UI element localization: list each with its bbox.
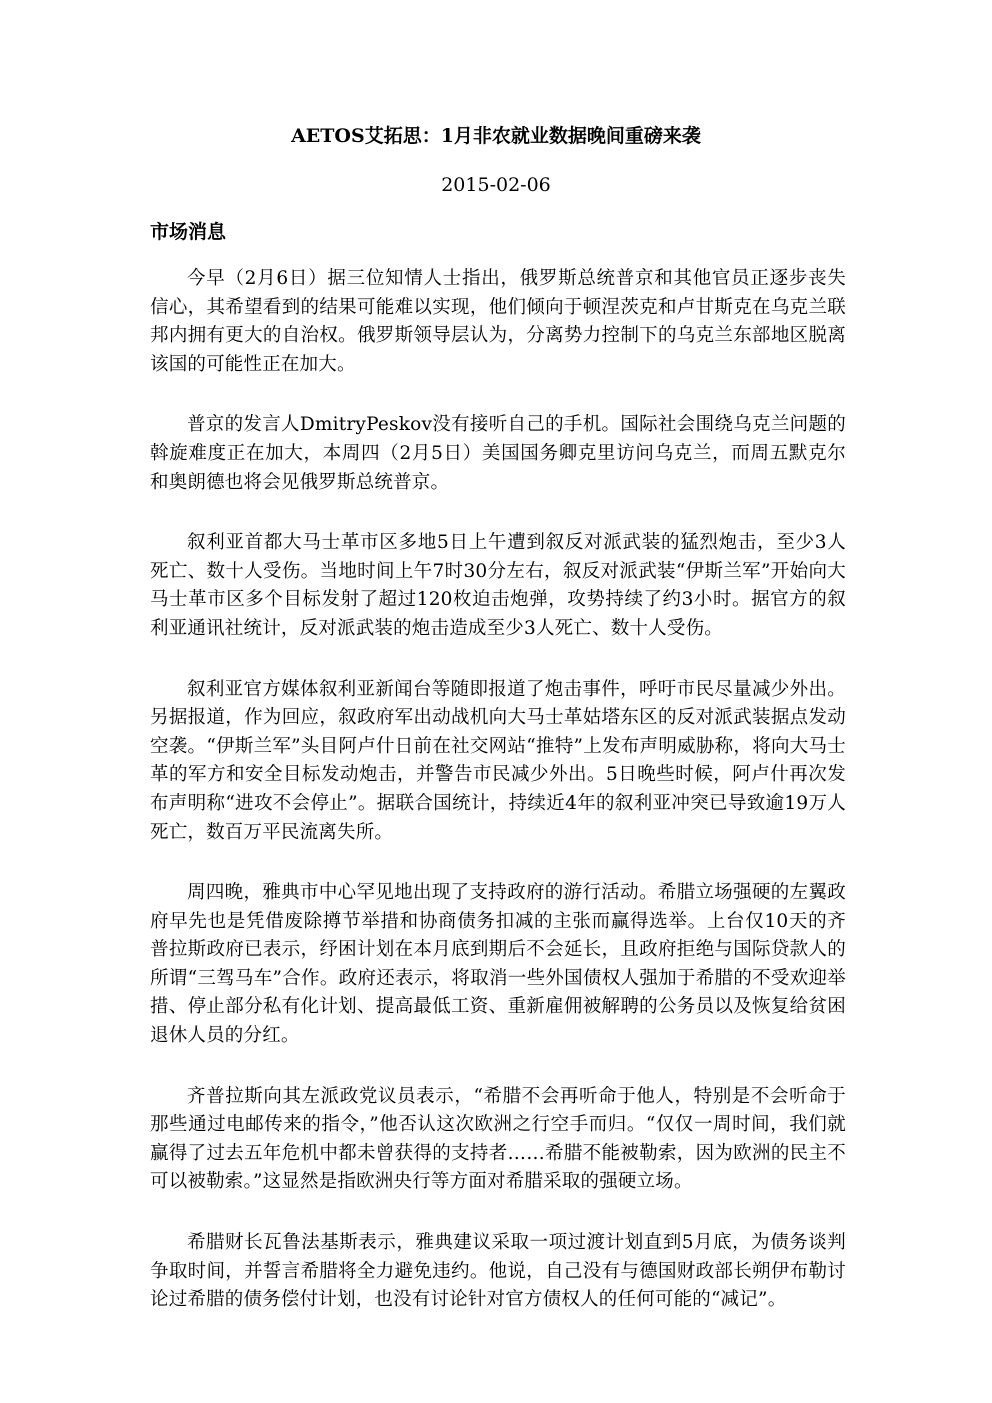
paragraph-5: 周四晚，雅典市中心罕见地出现了支持政府的游行活动。希腊立场强硬的左翼政府早先也是凭借废除撙节举措和协商债务扣减的主张而赢得选举。上台仅10天的齐普拉斯政府已表示，纾困计划在本月底到期后不会延长，且政府拒绝与国际贷款人的所谓“三驾马车”合作。政府还表示，将取消一些外国债权人强加于希腊的不受欢迎举措、停止部分私有化计划、提高最低工资、重新雇佣被解聘的公务员以及恢复给贫困退休人员的分红。 xyxy=(150,882,846,1047)
document-title: AETOS艾拓思：1月非农就业数据晚间重磅来袭 xyxy=(291,125,701,147)
document-date: 2015-02-06 xyxy=(441,174,551,196)
paragraph-4: 叙利亚官方媒体叙利亚新闻台等随即报道了炮击事件，呼吁市民尽量减少外出。另据报道，作为回应，叙政府军出动战机向大马士革姑塔东区的反对派武装据点发动空袭。“伊斯兰军”头目阿卢什日前在社交网站“推特”上发布声明威胁称，将向大马士革的军方和安全目标发动炮击，并警告市民减少外出。5日晚些时候，阿卢什再次发布声明称“进攻不会停止”。据联合国统计，持续近4年的叙利亚冲突已导致逾19万人死亡，数百万平民流离失所。 xyxy=(150,678,846,843)
section-heading: 市场消息 xyxy=(150,221,227,243)
paragraph-3: 叙利亚首都大马士革市区多地5日上午遭到叙反对派武装的猛烈炮击，至少3人死亡、数十人受伤。当地时间上午7时30分左右，叙反对派武装“伊斯兰军”开始向大马士革市区多个目标发射了超过120枚迫击炮弹，攻势持续了约3小时。据官方的叙利亚通讯社统计，反对派武装的炮击造成至少3人死亡、数十人受伤。 xyxy=(150,532,846,639)
paragraph-7: 希腊财长瓦鲁法基斯表示，雅典建议采取一项过渡计划直到5月底，为债务谈判争取时间，并誓言希腊将全力避免违约。他说，自己没有与德国财政部长朔伊布勒讨论过希腊的债务偿付计划，也没有讨论针对官方债权人的任何可能的“减记”。 xyxy=(150,1232,846,1311)
paragraph-6: 齐普拉斯向其左派政党议员表示，“希腊不会再听命于他人，特别是不会听命于那些通过电邮传来的指令，”他否认这次欧洲之行空手而归。“仅仅一周时间，我们就赢得了过去五年危机中都未曾获得的支持者……希腊不能被勒索，因为欧洲的民主不可以被勒索。”这显然是指欧洲央行等方面对希腊采取的强硬立场。 xyxy=(150,1085,846,1193)
paragraph-2: 普京的发言人DmitryPeskov没有接听自己的手机。国际社会围绕乌克兰问题的斡旋难度正在加大，本周四（2月5日）美国国务卿克里访问乌克兰，而周五默克尔和奥朗德也将会见俄罗斯总统普京。 xyxy=(150,414,846,493)
paragraph-1: 今早（2月6日）据三位知情人士指出，俄罗斯总统普京和其他官员正逐步丧失信心，其希望看到的结果可能难以实现，他们倾向于顿涅茨克和卢甘斯克在乌克兰联邦内拥有更大的自治权。俄罗斯领导层认为，分离势力控制下的乌克兰东部地区脱离该国的可能性正在加大。 xyxy=(150,268,846,375)
document-body xyxy=(150,265,846,1347)
